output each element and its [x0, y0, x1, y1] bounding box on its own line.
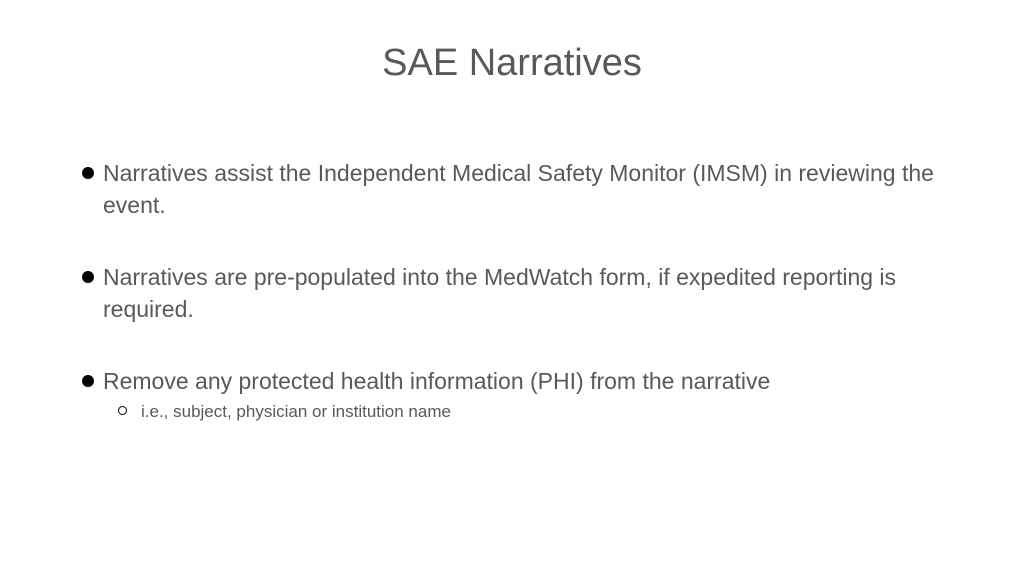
- bullet-text: Remove any protected health information (PHI) from the narrative: [103, 368, 771, 394]
- bullet-text: Narratives assist the Independent Medical Safety Monitor (IMSM) in reviewing the event.: [103, 160, 934, 218]
- sub-bullet-item: [103, 397, 942, 427]
- bullet-dot-icon: [82, 167, 94, 179]
- bullet-list: [82, 157, 942, 467]
- bullet-dot-icon: [82, 375, 94, 387]
- bullet-dot-icon: [82, 271, 94, 283]
- bullet-item: [82, 157, 942, 221]
- bullet-item: [82, 261, 942, 325]
- slide-title: SAE Narratives: [382, 42, 642, 84]
- sub-bullet-text: i.e., subject, physician or institution name: [141, 402, 451, 421]
- hollow-circle-bullet-icon: [118, 406, 127, 415]
- bullet-text: Narratives are pre-populated into the MedWatch form, if expedited reporting is required.: [103, 264, 897, 322]
- bullet-item: [82, 365, 942, 427]
- sub-bullet-list: [103, 397, 942, 427]
